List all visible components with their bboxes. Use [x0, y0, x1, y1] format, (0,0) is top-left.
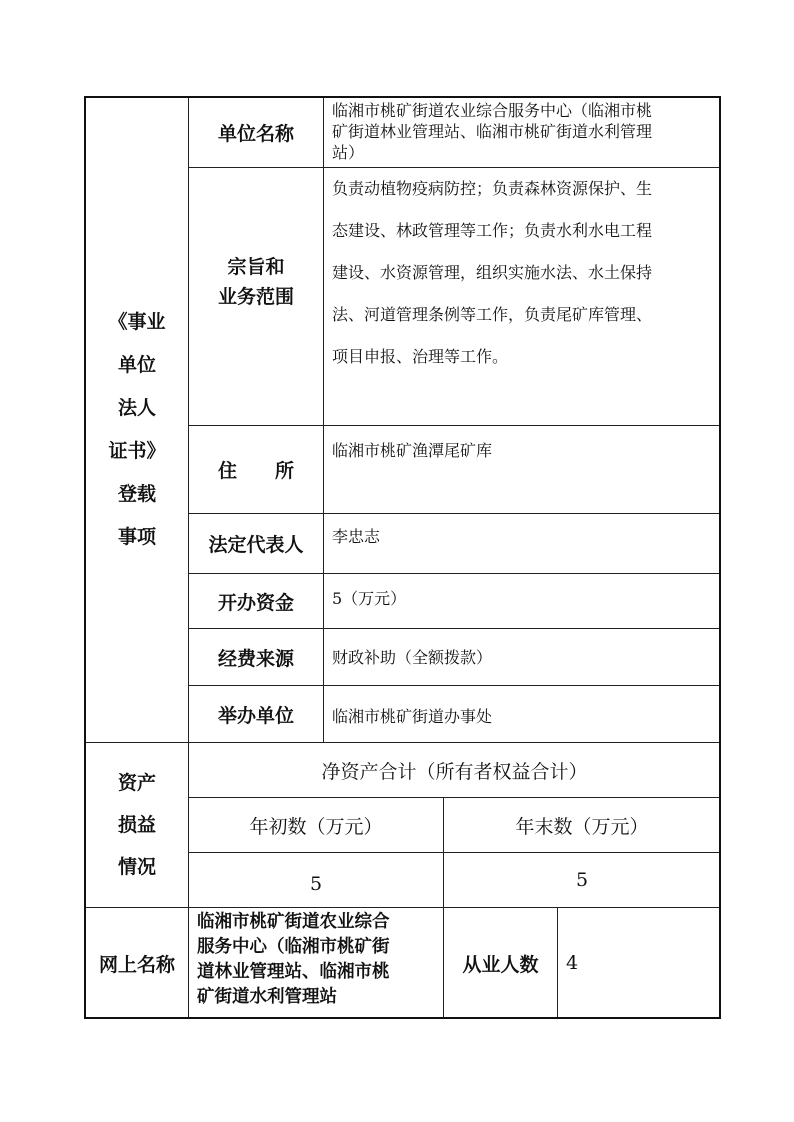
- value-line: 矿街道林业管理站、临湘市桃矿街道水利管理: [332, 122, 653, 141]
- address-label: 住 所: [188, 425, 324, 514]
- legal-rep-label: 法定代表人: [188, 513, 324, 574]
- value-line: 临湘市桃矿街道农业综合服务中心（临湘市桃: [332, 101, 653, 120]
- begin-year-label: 年初数（万元）: [188, 797, 444, 853]
- assets-section-label: [85, 742, 189, 908]
- value-line: 态建设、林政管理等工作；负责水利水电工程: [332, 221, 653, 240]
- capital-value: 5（万元）: [323, 573, 721, 629]
- scope-label: [188, 167, 324, 426]
- registration-section-label: [85, 97, 189, 743]
- value-line: 临湘市桃矿街道农业综合: [197, 912, 390, 932]
- value-line: 服务中心（临湘市桃矿街: [197, 937, 390, 957]
- value-line: 负责动植物疫病防控；负责森林资源保护、生: [332, 179, 653, 198]
- sponsor-value: 临湘市桃矿街道办事处: [323, 685, 721, 743]
- address-value: 临湘市桃矿渔潭尾矿库: [323, 425, 721, 514]
- unit-name-value: [323, 97, 721, 168]
- value-line: 建设、水资源管理，组织实施水法、水土保持: [332, 263, 653, 282]
- label-line: 情况: [117, 856, 156, 878]
- begin-year-value: 5: [188, 852, 444, 908]
- value-line: 矿街道水利管理站: [197, 987, 337, 1007]
- funding-label: 经费来源: [188, 628, 324, 686]
- net-assets-header: 净资产合计（所有者权益合计）: [188, 742, 721, 798]
- online-name-value: [188, 907, 444, 1019]
- capital-label: 开办资金: [188, 573, 324, 629]
- value-line: 站）: [332, 143, 365, 162]
- unit-name-label: 单位名称: [188, 97, 324, 168]
- end-year-value: 5: [443, 852, 721, 908]
- value-line: 法、河道管理条例等工作，负责尾矿库管理、: [332, 305, 653, 324]
- staff-count-label: 从业人数: [443, 907, 558, 1019]
- label-line: 证书》: [108, 440, 166, 462]
- value-line: 道林业管理站、临湘市桃: [197, 962, 390, 982]
- label-line: 损益: [117, 814, 156, 836]
- label-line: 资产: [117, 772, 156, 794]
- legal-rep-value: 李忠志: [323, 513, 721, 574]
- value-line: 项目申报、治理等工作。: [332, 347, 509, 366]
- label-line: 登载: [117, 483, 156, 505]
- scope-value: [323, 167, 721, 426]
- label-line: 业务范围: [217, 285, 294, 308]
- label-line: 《事业: [108, 311, 166, 333]
- staff-count-value: 4: [557, 907, 721, 1019]
- end-year-label: 年末数（万元）: [443, 797, 721, 853]
- label-line: 单位: [117, 354, 156, 376]
- online-name-label: 网上名称: [85, 907, 189, 1019]
- label-line: 法人: [117, 397, 156, 419]
- label-line: 事项: [117, 526, 156, 548]
- funding-value: 财政补助（全额拨款）: [323, 628, 721, 686]
- sponsor-label: 举办单位: [188, 685, 324, 743]
- label-line: 宗旨和: [227, 255, 285, 278]
